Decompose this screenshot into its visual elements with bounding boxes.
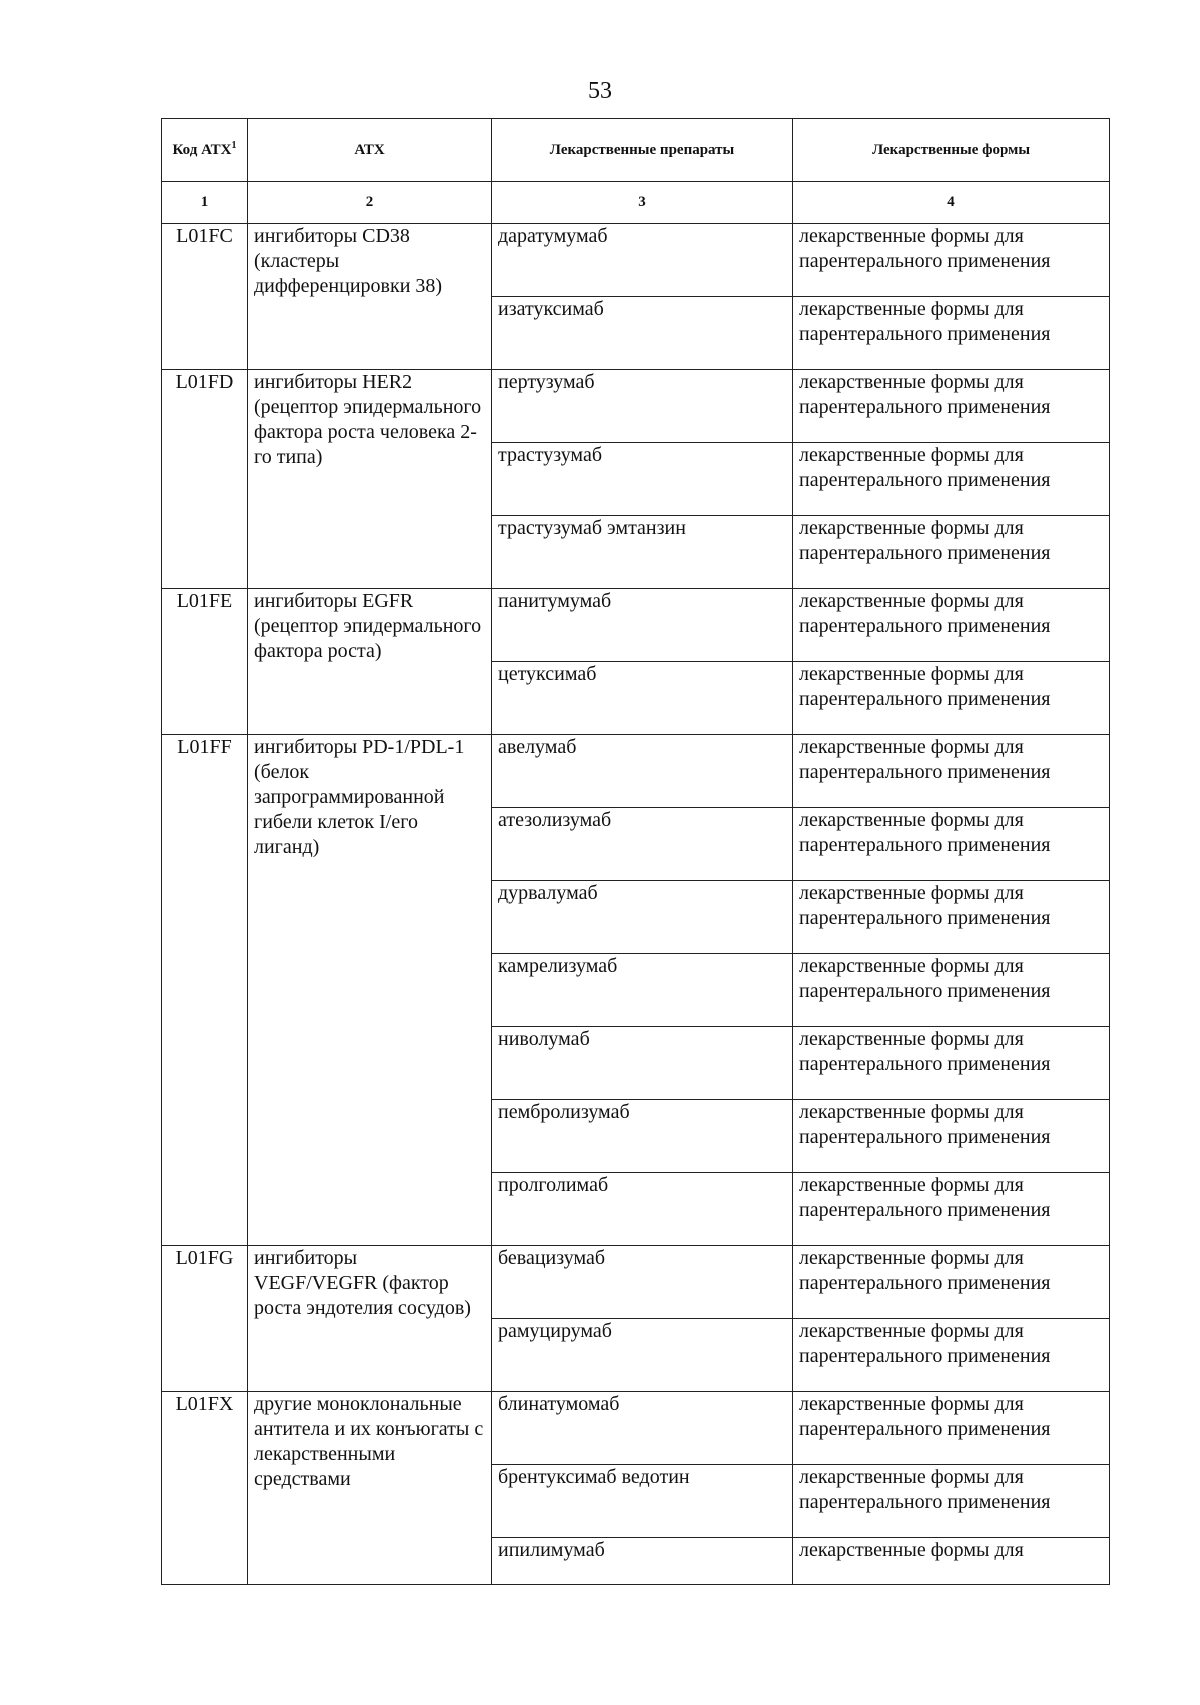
dosage-form: лекарственные формы для парентерального применения <box>793 808 1110 881</box>
dosage-form: лекарственные формы для парентерального применения <box>793 881 1110 954</box>
drug-name: пембролизумаб <box>492 1100 793 1173</box>
header-forms: Лекарственные формы <box>793 119 1110 182</box>
header-atc: АТХ <box>248 119 492 182</box>
dosage-form: лекарственные формы для парентерального применения <box>793 589 1110 662</box>
drug-name: ипилимумаб <box>492 1538 793 1585</box>
drug-name: цетуксимаб <box>492 662 793 735</box>
drug-name: дурвалумаб <box>492 881 793 954</box>
table-row <box>162 1246 1110 1319</box>
header-code-footnote: 1 <box>231 139 237 151</box>
atc-group-name: ингибиторы VEGF/VEGFR (фактор роста эндотелия сосудов) <box>248 1246 492 1392</box>
atc-group-name: ингибиторы CD38 (кластеры дифференцировки 38) <box>248 224 492 370</box>
header-code-label: Код АТХ <box>172 141 232 158</box>
drug-name: панитумумаб <box>492 589 793 662</box>
table-row <box>162 370 1110 443</box>
drug-name: бевацизумаб <box>492 1246 793 1319</box>
table-row <box>162 589 1110 662</box>
column-number: 4 <box>793 182 1110 224</box>
drug-name: брентуксимаб ведотин <box>492 1465 793 1538</box>
dosage-form: лекарственные формы для парентерального применения <box>793 370 1110 443</box>
column-number-row <box>162 182 1110 224</box>
drug-name: пертузумаб <box>492 370 793 443</box>
drug-name: ниволумаб <box>492 1027 793 1100</box>
header-row <box>162 119 1110 182</box>
atc-group-name: ингибиторы PD-1/PDL-1 (белок запрограммированной гибели клеток I/его лиганд) <box>248 735 492 1246</box>
table-row <box>162 735 1110 808</box>
atc-group-name: другие моноклональные антитела и их конъюгаты с лекарственными средствами <box>248 1392 492 1585</box>
atc-code: L01FD <box>162 370 248 589</box>
column-number: 3 <box>492 182 793 224</box>
atc-group-name: ингибиторы HER2 (рецептор эпидермального фактора роста человека 2-го типа) <box>248 370 492 589</box>
dosage-form: лекарственные формы для парентерального применения <box>793 1319 1110 1392</box>
drug-name: пролголимаб <box>492 1173 793 1246</box>
table-body <box>162 224 1110 1585</box>
dosage-form: лекарственные формы для парентерального применения <box>793 735 1110 808</box>
page-number: 53 <box>588 78 612 104</box>
atc-code: L01FG <box>162 1246 248 1392</box>
dosage-form: лекарственные формы для парентерального применения <box>793 1246 1110 1319</box>
column-number: 2 <box>248 182 492 224</box>
dosage-form: лекарственные формы для <box>793 1538 1110 1585</box>
atc-code: L01FF <box>162 735 248 1246</box>
dosage-form: лекарственные формы для парентерального применения <box>793 1392 1110 1465</box>
dosage-form: лекарственные формы для парентерального применения <box>793 443 1110 516</box>
atc-code: L01FX <box>162 1392 248 1585</box>
dosage-form: лекарственные формы для парентерального применения <box>793 1465 1110 1538</box>
column-number: 1 <box>162 182 248 224</box>
drug-table <box>161 118 1110 1585</box>
header-code <box>162 119 248 182</box>
dosage-form: лекарственные формы для парентерального применения <box>793 224 1110 297</box>
dosage-form: лекарственные формы для парентерального применения <box>793 1173 1110 1246</box>
dosage-form: лекарственные формы для парентерального применения <box>793 1027 1110 1100</box>
header-drugs: Лекарственные препараты <box>492 119 793 182</box>
dosage-form: лекарственные формы для парентерального применения <box>793 297 1110 370</box>
table-row <box>162 224 1110 297</box>
dosage-form: лекарственные формы для парентерального применения <box>793 954 1110 1027</box>
atc-group-name: ингибиторы EGFR (рецептор эпидермального фактора роста) <box>248 589 492 735</box>
drug-name: блинатумомаб <box>492 1392 793 1465</box>
drug-name: рамуцирумаб <box>492 1319 793 1392</box>
dosage-form: лекарственные формы для парентерального применения <box>793 1100 1110 1173</box>
table-row <box>162 1392 1110 1465</box>
atc-code: L01FC <box>162 224 248 370</box>
drug-name: изатуксимаб <box>492 297 793 370</box>
drug-name: камрелизумаб <box>492 954 793 1027</box>
drug-name: атезолизумаб <box>492 808 793 881</box>
drug-name: авелумаб <box>492 735 793 808</box>
dosage-form: лекарственные формы для парентерального применения <box>793 662 1110 735</box>
dosage-form: лекарственные формы для парентерального применения <box>793 516 1110 589</box>
atc-code: L01FE <box>162 589 248 735</box>
drug-name: трастузумаб <box>492 443 793 516</box>
drug-name: даратумумаб <box>492 224 793 297</box>
drug-name: трастузумаб эмтанзин <box>492 516 793 589</box>
